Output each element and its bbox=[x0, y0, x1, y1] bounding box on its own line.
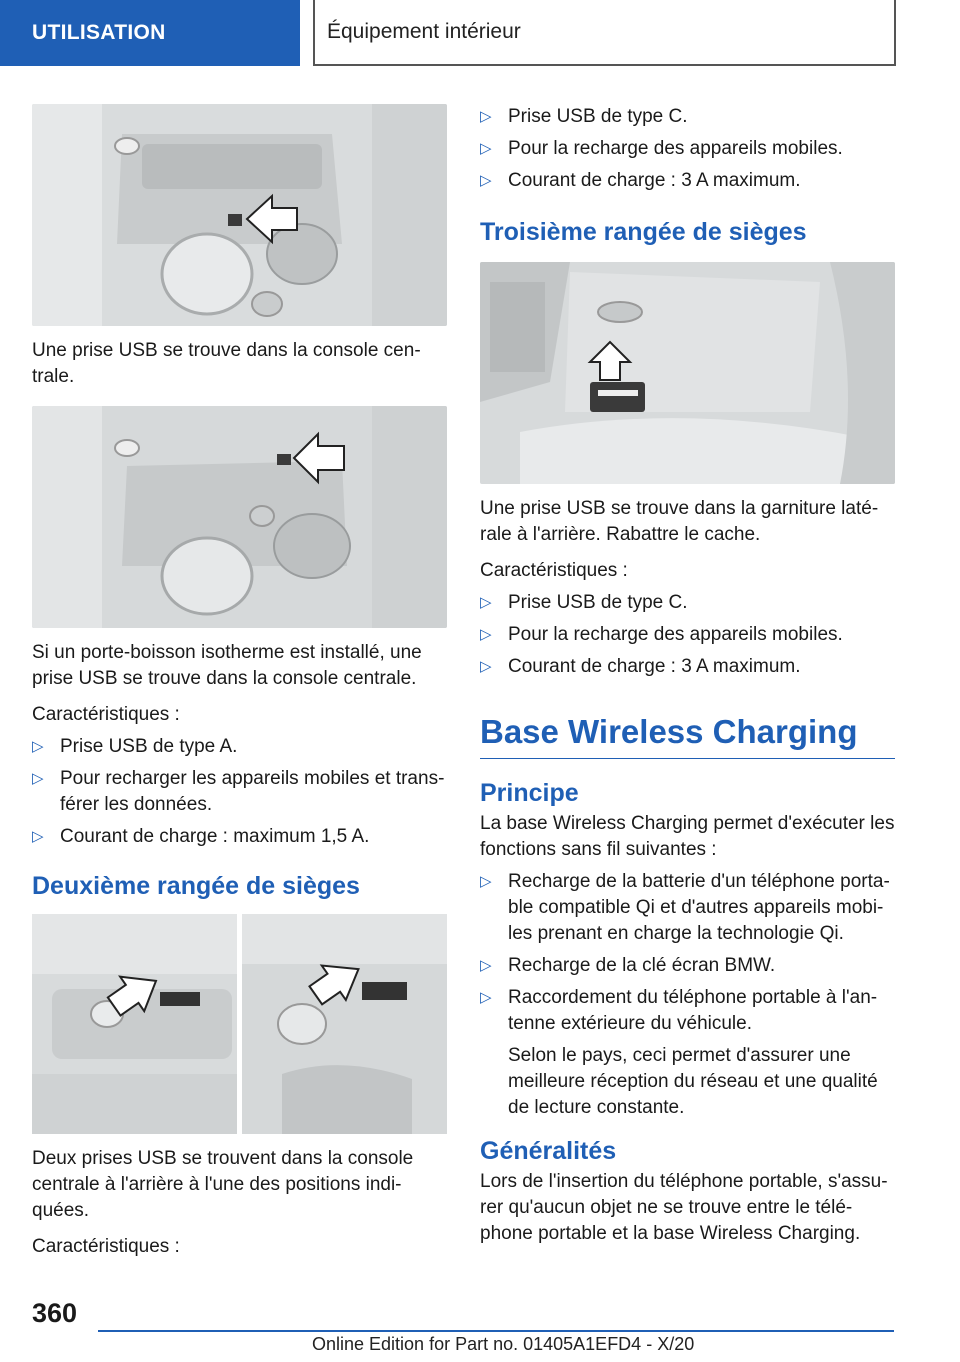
left-column bbox=[32, 104, 447, 1260]
photo-third-row-usb bbox=[480, 262, 895, 484]
features-label: Caractéristiques : bbox=[32, 704, 180, 725]
caption-center-console: Une prise USB se trouve dans la console cen-trale. bbox=[32, 340, 421, 387]
footer-edition: Online Edition for Part no. 01405A1EFD4 - X/20 bbox=[312, 1334, 695, 1354]
triangle-right-outline-icon: ▷ bbox=[480, 594, 492, 611]
triangle-right-outline-icon: ▷ bbox=[32, 828, 44, 845]
heading-general: Généralités bbox=[480, 1137, 617, 1165]
list-item: ▷ Courant de charge : 3 A maximum. bbox=[480, 168, 895, 194]
general-text: Lors de l'insertion du téléphone portable, s'assu-rer qu'aucun objet ne se trouve entre le télé-phone portable et la base Wireless Charging. bbox=[480, 1171, 888, 1244]
features-label-3: Caractéristiques : bbox=[480, 560, 628, 581]
heading-second-row: Deuxième rangée de sièges bbox=[32, 872, 360, 900]
principle-text: La base Wireless Charging permet d'exécuter les fonctions sans fil suivantes : bbox=[480, 813, 895, 860]
section-title: UTILISATION bbox=[32, 21, 166, 44]
features-list-third-row bbox=[480, 590, 895, 680]
triangle-right-outline-icon: ▷ bbox=[480, 658, 492, 675]
list-item: ▷ Courant de charge : 3 A maximum. bbox=[480, 654, 895, 680]
triangle-right-outline-icon: ▷ bbox=[32, 738, 44, 755]
section-tab bbox=[0, 0, 300, 66]
photo-center-console-usb bbox=[32, 104, 447, 326]
triangle-right-outline-icon: ▷ bbox=[480, 873, 492, 890]
heading-third-row: Troisième rangée de sièges bbox=[480, 218, 807, 246]
heading-principle: Principe bbox=[480, 779, 579, 807]
triangle-right-outline-icon: ▷ bbox=[480, 140, 492, 157]
footer-divider bbox=[98, 1330, 894, 1332]
triangle-right-outline-icon: ▷ bbox=[32, 770, 44, 787]
triangle-right-outline-icon: ▷ bbox=[480, 957, 492, 974]
chapter-title: Équipement intérieur bbox=[327, 20, 521, 43]
principle-list bbox=[480, 869, 895, 1121]
heading-wireless-charging: Base Wireless Charging bbox=[480, 712, 895, 759]
caption-second-row: Deux prises USB se trouvent dans la console centrale à l'arrière à l'une des positions indi-quées. bbox=[32, 1148, 414, 1221]
right-column bbox=[480, 104, 895, 1247]
list-item: ▷ Pour recharger les appareils mobiles et trans-férer les données. bbox=[32, 768, 445, 815]
list-item: ▷ Courant de charge : maximum 1,5 A. bbox=[32, 824, 447, 850]
list-item: ▷ Raccordement du téléphone portable à l'an-tenne extérieure du véhicule. Selon le pays, ceci permet d'assurer une meilleure réception du réseau et une qualité de lecture constante. bbox=[480, 985, 895, 1121]
chapter-tab bbox=[313, 0, 896, 66]
list-item: ▷ Recharge de la clé écran BMW. bbox=[480, 953, 895, 979]
features-label-2: Caractéristiques : bbox=[32, 1236, 180, 1257]
triangle-right-outline-icon: ▷ bbox=[480, 989, 492, 1006]
list-item: ▷ Prise USB de type C. bbox=[480, 104, 895, 130]
list-item: ▷ Pour la recharge des appareils mobiles. bbox=[480, 622, 895, 648]
triangle-right-outline-icon: ▷ bbox=[480, 108, 492, 125]
triangle-right-outline-icon: ▷ bbox=[480, 172, 492, 189]
photo-second-row-b bbox=[242, 914, 447, 1134]
page-number: 360 bbox=[32, 1298, 78, 1328]
list-item: ▷ Prise USB de type A. bbox=[32, 734, 447, 760]
list-item: ▷ Prise USB de type C. bbox=[480, 590, 895, 616]
features-list-front bbox=[32, 734, 447, 850]
caption-cupholder: Si un porte-boisson isotherme est installé, une prise USB se trouve dans la console centrale. bbox=[32, 642, 422, 689]
caption-third-row: Une prise USB se trouve dans la garniture laté-rale à l'arrière. Rabattre le cache. bbox=[480, 498, 879, 545]
photo-second-row-a bbox=[32, 914, 237, 1134]
photo-cupholder-usb bbox=[32, 406, 447, 628]
list-item: ▷ Recharge de la batterie d'un téléphone porta-ble compatible Qi et d'autres appareils mobi-les prenant en charge la technologie Qi. bbox=[480, 871, 890, 944]
principle-sub-text: Selon le pays, ceci permet d'assurer une meilleure réception du réseau et une qualité de lecture constante. bbox=[508, 1045, 878, 1118]
photo-pair-second-row bbox=[32, 914, 447, 1134]
triangle-right-outline-icon: ▷ bbox=[480, 626, 492, 643]
features-list-second-row bbox=[480, 104, 895, 194]
list-item: ▷ Pour la recharge des appareils mobiles. bbox=[480, 136, 895, 162]
